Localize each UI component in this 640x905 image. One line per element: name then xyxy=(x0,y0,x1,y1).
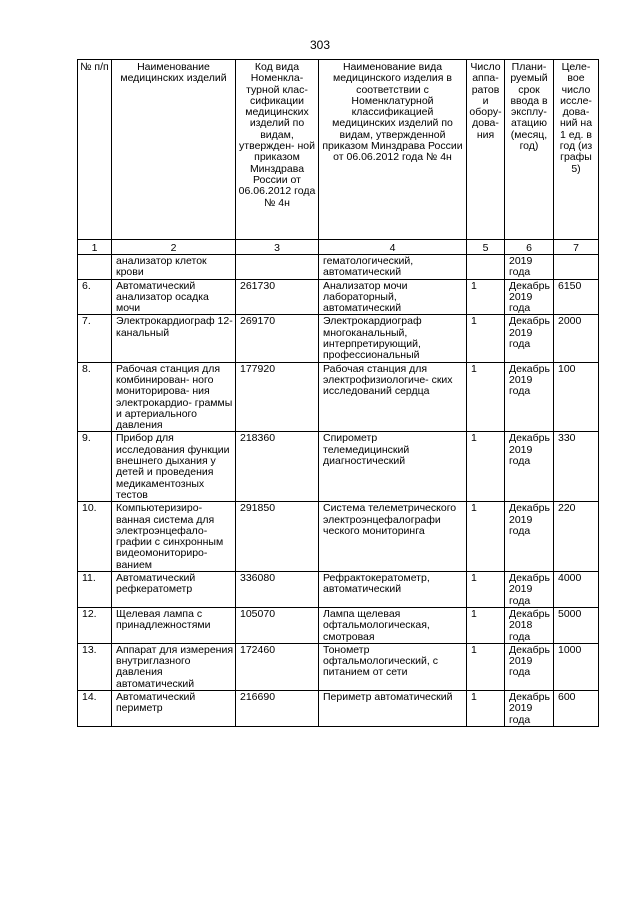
nomenclature-code: 269170 xyxy=(236,315,319,362)
table-row xyxy=(78,362,599,432)
device-name: Компьютеризиро- ванная система для электроэнцефало- графии с синхронным видеомониториро- ванием xyxy=(112,502,236,572)
device-name: Аппарат для измерения внутриглазного давления автоматический xyxy=(112,643,236,690)
row-number: 14. xyxy=(78,690,112,726)
unit-count: 1 xyxy=(467,432,505,502)
nomenclature-code: 261730 xyxy=(236,279,319,315)
page-number: 303 xyxy=(309,38,331,52)
nomenclature-code: 177920 xyxy=(236,362,319,432)
nomenclature-code: 291850 xyxy=(236,502,319,572)
device-kind: Рефрактокератометр, автоматический xyxy=(319,572,467,608)
target-studies: 4000 xyxy=(554,572,599,608)
commission-date: Декабрь 2019 года xyxy=(505,362,554,432)
commission-date: 2019 года xyxy=(505,255,554,280)
column-number-row xyxy=(78,240,599,255)
column-number: 7 xyxy=(554,240,599,255)
target-studies: 100 xyxy=(554,362,599,432)
device-kind: Лампа щелевая офтальмологическая, смотровая xyxy=(319,607,467,643)
header-cell-kind: Наименование вида медицинского изделия в соответствии с Номенклатурной классификацией медицинских изделий по видам, утвержденной приказом Минздрава России от 06.06.2012 года № 4н xyxy=(319,60,467,240)
device-kind: Тонометр офтальмологический, с питанием от сети xyxy=(319,643,467,690)
table-row xyxy=(78,279,599,315)
device-name: Рабочая станция для комбинирован- ного мониторирова- ния электрокардио- граммы и артериального давления xyxy=(112,362,236,432)
column-number: 5 xyxy=(467,240,505,255)
commission-date: Декабрь 2019 года xyxy=(505,643,554,690)
header-row xyxy=(78,60,599,240)
nomenclature-code xyxy=(236,255,319,280)
device-name: анализатор клеток крови xyxy=(112,255,236,280)
nomenclature-code: 172460 xyxy=(236,643,319,690)
table-row xyxy=(78,502,599,572)
row-number: 7. xyxy=(78,315,112,362)
target-studies: 5000 xyxy=(554,607,599,643)
column-number: 3 xyxy=(236,240,319,255)
unit-count: 1 xyxy=(467,279,505,315)
unit-count: 1 xyxy=(467,315,505,362)
column-number: 4 xyxy=(319,240,467,255)
header-cell-name: Наименование медицинских изделий xyxy=(112,60,236,240)
table-row xyxy=(78,432,599,502)
target-studies: 1000 xyxy=(554,643,599,690)
unit-count: 1 xyxy=(467,607,505,643)
device-name: Автоматический анализатор осадка мочи xyxy=(112,279,236,315)
nomenclature-code: 336080 xyxy=(236,572,319,608)
equipment-table xyxy=(77,59,599,727)
device-kind: Рабочая станция для электрофизиологиче- ских исследований сердца xyxy=(319,362,467,432)
header-cell-target: Целе- вое число иссле- дова- ний на 1 ед. в год (из графы 5) xyxy=(554,60,599,240)
table-row xyxy=(78,643,599,690)
device-kind: Электрокардиограф многоканальный, интерпретирующий, профессиональный xyxy=(319,315,467,362)
device-kind: Система телеметрического электроэнцефалографи ческого мониторинга xyxy=(319,502,467,572)
header-cell-count: Число аппа- ратов и обору- дова- ния xyxy=(467,60,505,240)
row-number: 8. xyxy=(78,362,112,432)
row-number: 10. xyxy=(78,502,112,572)
nomenclature-code: 216690 xyxy=(236,690,319,726)
header-cell-code: Код вида Номенкла- турной клас- сификации медицинских изделий по видам, утвержден- ной приказом Минздрава России от 06.06.2012 года № 4н xyxy=(236,60,319,240)
table-row xyxy=(78,690,599,726)
target-studies: 220 xyxy=(554,502,599,572)
device-kind: Анализатор мочи лабораторный, автоматический xyxy=(319,279,467,315)
unit-count: 1 xyxy=(467,572,505,608)
unit-count: 1 xyxy=(467,502,505,572)
row-number xyxy=(78,255,112,280)
nomenclature-code: 105070 xyxy=(236,607,319,643)
table-row xyxy=(78,607,599,643)
commission-date: Декабрь 2018 года xyxy=(505,607,554,643)
device-kind: Периметр автоматический xyxy=(319,690,467,726)
device-kind: Спирометр телемедицинский диагностический xyxy=(319,432,467,502)
commission-date: Декабрь 2019 года xyxy=(505,432,554,502)
row-number: 11. xyxy=(78,572,112,608)
device-name: Электрокардиограф 12-канальный xyxy=(112,315,236,362)
row-number: 6. xyxy=(78,279,112,315)
unit-count xyxy=(467,255,505,280)
row-number: 12. xyxy=(78,607,112,643)
target-studies: 2000 xyxy=(554,315,599,362)
row-number: 9. xyxy=(78,432,112,502)
column-number: 1 xyxy=(78,240,112,255)
row-number: 13. xyxy=(78,643,112,690)
table-row xyxy=(78,255,599,280)
target-studies xyxy=(554,255,599,280)
header-cell-num: № п/п xyxy=(78,60,112,240)
device-name: Щелевая лампа с принадлежностями xyxy=(112,607,236,643)
device-name: Автоматический периметр xyxy=(112,690,236,726)
table-row xyxy=(78,572,599,608)
target-studies: 330 xyxy=(554,432,599,502)
commission-date: Декабрь 2019 года xyxy=(505,315,554,362)
device-name: Прибор для исследования функции внешнего дыхания у детей и проведения медикаментозных тестов xyxy=(112,432,236,502)
nomenclature-code: 218360 xyxy=(236,432,319,502)
commission-date: Декабрь 2019 года xyxy=(505,690,554,726)
device-name: Автоматический рефкератометр xyxy=(112,572,236,608)
commission-date: Декабрь 2019 года xyxy=(505,572,554,608)
table-row xyxy=(78,315,599,362)
column-number: 2 xyxy=(112,240,236,255)
unit-count: 1 xyxy=(467,643,505,690)
header-cell-date: Плани- руемый срок ввода в эксплу- атацию (месяц, год) xyxy=(505,60,554,240)
unit-count: 1 xyxy=(467,690,505,726)
unit-count: 1 xyxy=(467,362,505,432)
device-kind: гематологический, автоматический xyxy=(319,255,467,280)
target-studies: 600 xyxy=(554,690,599,726)
commission-date: Декабрь 2019 года xyxy=(505,502,554,572)
commission-date: Декабрь 2019 года xyxy=(505,279,554,315)
target-studies: 6150 xyxy=(554,279,599,315)
column-number: 6 xyxy=(505,240,554,255)
